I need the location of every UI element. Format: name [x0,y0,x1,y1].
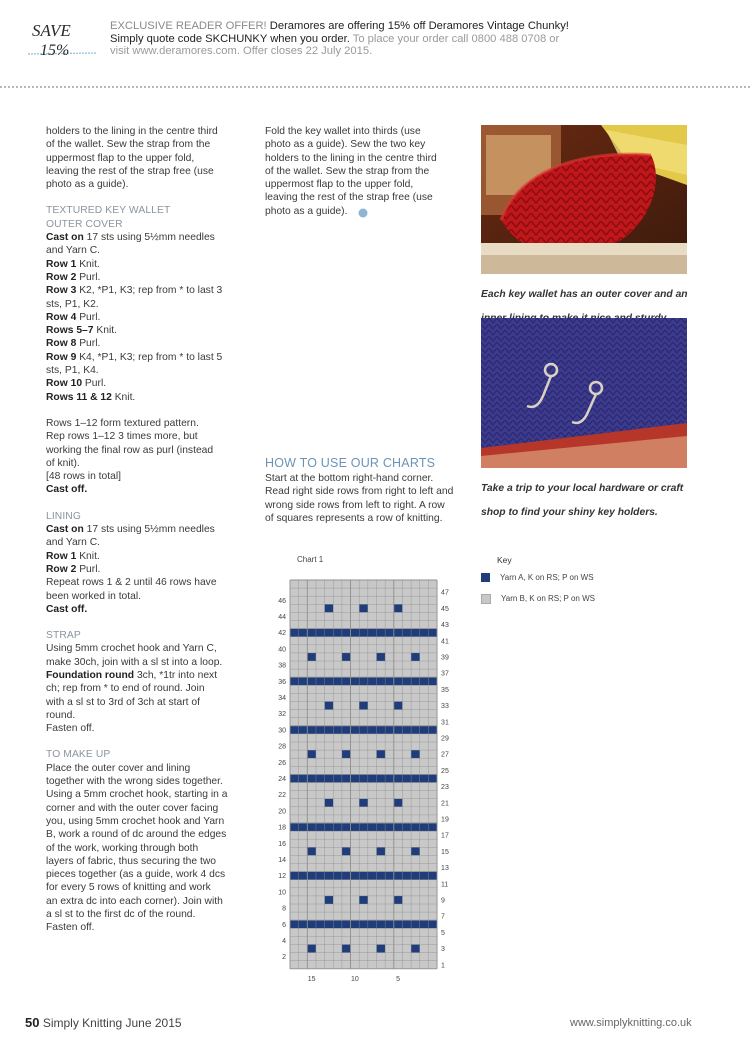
instruction-line-text: Purl. [82,378,107,390]
instruction-line-text: ch; rep from * to end of round. Join [46,683,205,695]
text-line: leaving the rest of the strap free (use [46,165,214,177]
lining-cast-off-text: Cast off. [46,603,88,615]
knitting-chart [270,575,455,990]
page-number: 50 [25,1015,40,1030]
chart-row-number-right: 7 [441,913,445,921]
instruction-line-text: and Yarn C. [46,537,100,549]
intro-text [46,125,256,191]
text-line: photo as a guide). [46,179,129,191]
text-line: of squares represents a row of knitting. [265,512,443,524]
badge-save-text: SAVE [32,21,71,40]
header-divider [0,86,750,88]
chart-row-number-right: 23 [441,784,449,792]
instruction-line [46,284,256,297]
chart-cell-yarn-a [411,847,420,855]
chart-cell-yarn-a [394,799,403,807]
chart-row-number-left: 44 [278,614,286,621]
text-line: pieces together (as a guide, work 4 dcs [46,869,226,881]
instruction-line [46,377,256,390]
instruction-line-text: K4, *P1, K3; rep from * to last 5 [76,351,223,363]
badge-percent-text: 15% [40,42,70,59]
chart-row-number-left: 2 [282,954,286,962]
chart-column-tick: 10 [350,975,359,983]
chart-row-number-left: 12 [278,873,286,881]
chart-full-row-cell [290,872,437,880]
instruction-line-text: K2, *P1, K3; rep from * to last 3 [76,285,223,297]
chart-cell-yarn-a [342,847,351,855]
instruction-line-text: Purl. [76,338,101,350]
instruction-line [46,722,256,735]
instruction-line-text: round. [46,709,76,721]
instruction-line-bold: Row 1 [46,258,77,270]
section-heading-make-up: TO MAKE UP [46,749,111,761]
chart-row-number-right: 47 [441,589,449,597]
chart-column-tick: 15 [307,975,316,983]
chart-row-number-right: 21 [441,800,449,808]
footer-publication [25,1015,182,1030]
chart-row-number-right: 15 [441,848,449,856]
chart-row-number-right: 11 [441,881,449,889]
how-to-charts-heading: HOW TO USE OUR CHARTS [265,456,436,470]
text-line: you, using 5mm crochet hook and Yarn [46,815,225,827]
chart-cell-yarn-a [411,653,420,661]
text-line: an extra dc into each corner). Join with [46,895,223,907]
offer-label: EXCLUSIVE READER OFFER! [110,20,267,32]
chart-row-number-left: 18 [278,824,286,832]
how-to-charts-text [265,472,465,525]
instruction-line-text: make 30ch, join with a sl st into a loop. [46,656,223,668]
instruction-line-text: with a sl st to 3rd of 3ch at start of [46,696,200,708]
chart-row-number-left: 38 [278,662,286,670]
swatch-yarn-a [481,573,490,582]
chart-row-number-left: 34 [278,695,286,702]
chart-cell-yarn-a [342,750,351,758]
chart-cell-yarn-a [325,702,334,710]
instruction-line-bold: Cast on [46,232,84,244]
text-line: Rep rows 1–12 3 times more, but [46,431,198,443]
text-line: of knit). [46,457,80,469]
text-line: uppermost flap to the upper fold, [265,179,414,191]
chart-row-number-right: 43 [441,622,449,630]
chart-row-number-right: 9 [441,897,445,905]
instruction-line [46,271,256,284]
chart-row-number-left: 14 [278,857,286,864]
offer-line2: Simply quote code SKCHUNKY when you order. [110,32,350,45]
make-up-instructions [46,762,256,935]
chart-row-number-right: 29 [441,735,449,743]
instruction-line [46,590,256,603]
chart-title: Chart 1 [297,555,324,564]
chart-cell-yarn-a [359,799,368,807]
chart-cell-yarn-a [325,604,334,612]
chart-row-number-left: 16 [278,840,286,848]
section-heading-strap: STRAP [46,630,81,642]
photo-caption-2 [481,472,691,529]
instruction-line-bold: Row 10 [46,378,83,390]
section-heading-outer-cover: OUTER COVER [46,218,123,230]
instruction-line-text: Knit. [111,391,136,403]
instruction-line-text: Knit. [76,550,100,562]
instruction-line [46,244,256,257]
photo-red-wallet [481,125,687,274]
instruction-line [46,337,256,350]
save-badge [22,8,102,64]
instruction-line [46,298,256,311]
chart-cell-yarn-a [307,945,316,953]
chart-cell-yarn-a [359,896,368,904]
instruction-line-text: been worked in total. [46,590,142,602]
instruction-line-text: Fasten off. [46,723,95,735]
instruction-line [46,576,256,589]
text-line: Fold the key wallet into thirds (use [265,126,421,137]
key-item-yarn-a [481,573,594,582]
instruction-line [46,258,256,271]
chart-key-title: Key [497,555,512,565]
offer-line2-post: To place your order call 0800 488 0708 or [352,32,560,45]
chart-cell-yarn-a [342,653,351,661]
chart-row-number-right: 3 [441,946,445,954]
end-marker-icon [357,207,369,219]
instruction-line [46,391,256,404]
section-heading-textured: TEXTURED KEY WALLET [46,205,171,217]
chart-cell-yarn-a [307,750,316,758]
chart-cell-yarn-a [325,799,334,807]
instruction-line-text: Knit. [76,258,100,270]
chart-cell-yarn-a [377,945,386,953]
cast-off-text: Cast off. [46,484,88,496]
instruction-line-text: 3ch, *1tr into next [134,669,218,681]
instruction-line-bold: Row 2 [46,563,77,575]
instruction-line-text: and Yarn C. [46,245,100,257]
text-line: Using a 5mm crochet hook, starting in a [46,789,228,801]
chart-row-number-left: 22 [278,792,286,800]
pattern-column-1 [46,125,256,935]
instruction-line-bold: Row 1 [46,550,77,562]
chart-row-number-right: 31 [441,719,449,727]
chart-cell-yarn-a [307,653,316,661]
chart-row-number-left: 8 [282,905,286,913]
lining-instructions [46,523,256,603]
text-line: holders to the lining in the centre third [265,152,437,164]
chart-row-number-right: 33 [441,703,449,711]
chart-row-number-right: 25 [441,767,449,775]
text-line: uppermost flap to the upper fold, [46,152,195,164]
chart-cell-yarn-a [394,702,403,710]
instruction-line-bold: Cast on [46,524,84,536]
publication-name: Simply Knitting June 2015 [42,1016,182,1030]
instruction-line [46,231,256,244]
instruction-line [46,364,256,377]
outer-cover-instructions [46,231,256,404]
text-line: layers of fabric, thus securing the two [46,855,216,867]
text-line: B, work a round of dc around the edges [46,829,227,841]
chart-full-row-cell [290,629,437,637]
instruction-line-bold: Row 2 [46,271,77,283]
text-line: Rows 1–12 form textured pattern. [46,417,199,429]
chart-cell-yarn-a [411,945,420,953]
instruction-line [46,536,256,549]
text-line: working the final row as purl (instead [46,444,214,456]
chart-row-number-left: 24 [278,776,286,783]
key-item-yarn-b [481,594,595,604]
instruction-line-text: Purl. [76,271,101,283]
chart-row-number-left: 32 [278,711,286,719]
chart-cell-yarn-a [325,896,334,904]
chart-row-number-right: 39 [441,654,449,662]
chart-row-number-right: 13 [441,865,449,873]
text-line: corner and with the outer cover facing [46,802,219,814]
instruction-line-bold: Row 3 [46,285,77,297]
section-heading-lining: LINING [46,510,81,522]
instruction-line-bold: Foundation round [46,669,135,681]
offer-line1: Deramores are offering 15% off Deramores Vintage Chunky! [269,20,569,32]
instruction-line [46,550,256,563]
instruction-line [46,656,256,669]
chart-row-number-left: 30 [278,727,286,735]
chart-full-row-cell [290,677,437,685]
footer-website: www.simplyknitting.co.uk [570,1017,692,1029]
text-line: of the work, working through both [46,842,199,854]
chart-cell-yarn-a [342,945,351,953]
chart-full-row-cell [290,920,437,928]
chart-full-row-cell [290,774,437,782]
strap-instructions [46,642,256,735]
caption-line: shop to find your shiny key holders. [481,506,658,518]
text-line: holders to the lining in the centre third [46,126,218,137]
text-line: leaving the rest of the strap free (use [265,192,433,204]
key-label-yarn-a: Yarn A, K on RS; P on WS [500,573,594,582]
chart-column-tick: 5 [396,975,401,983]
text-line: Place the outer cover and lining [46,762,191,774]
text-line: Read right side rows from right to left and [265,486,454,498]
chart-row-number-left: 4 [282,938,286,945]
chart-cell-yarn-a [377,653,386,661]
chart-row-number-left: 6 [282,921,286,929]
chart-cell-yarn-a [411,750,420,758]
chart-row-number-right: 45 [441,605,449,613]
offer-line3: visit www.deramores.com. Offer closes 22 July 2015. [110,45,373,57]
instruction-line-text: Using 5mm crochet hook and Yarn C, [46,643,217,655]
chart-row-number-left: 10 [278,889,286,897]
chart-full-row-cell [290,823,437,831]
caption-line: Each key wallet has an outer cover and an [481,289,688,301]
chart-row-number-right: 35 [441,686,449,694]
instruction-line-bold: Rows 5–7 [46,325,94,337]
instruction-line [46,351,256,364]
chart-row-number-left: 36 [278,678,286,686]
text-line: for every 5 rows of knitting and work [46,882,211,894]
instruction-line-text: Knit. [93,325,117,337]
instruction-line-bold: Row 8 [46,338,77,350]
chart-full-row-cell [290,726,437,734]
chart-cell-yarn-a [359,702,368,710]
text-line: Start at the bottom right-hand corner. [265,473,434,484]
chart-cell-yarn-a [394,896,403,904]
instruction-line [46,682,256,695]
chart-cell-yarn-a [307,847,316,855]
instruction-line [46,324,256,337]
chart-row-number-right: 5 [441,929,445,937]
instruction-line-text: sts, P1, K2. [46,298,99,310]
chart-row-number-right: 19 [441,816,449,824]
swatch-yarn-b [481,594,491,604]
instruction-line [46,311,256,324]
instruction-line-text: 17 sts using 5½mm needles [83,232,215,244]
reader-offer-banner [110,20,710,58]
chart-row-number-right: 27 [441,751,449,759]
text-line: a sl st to the first dc of the round. [46,909,196,921]
chart-row-number-right: 17 [441,832,449,840]
instruction-line-text: sts, P1, K4. [46,365,99,377]
text-line: wrong side rows from left to right. A row [265,499,445,511]
chart-cell-yarn-a [394,604,403,612]
instruction-line [46,523,256,536]
instruction-line-text: Purl. [76,563,101,575]
text-line: of the wallet. Sew the strap from the [46,139,211,151]
chart-row-number-left: 28 [278,743,286,751]
chart-cell-yarn-a [359,604,368,612]
text-line: photo as a guide). [265,205,348,217]
instruction-line-bold: Row 9 [46,351,77,363]
caption-line: Take a trip to your local hardware or craft [481,483,684,495]
chart-row-number-left: 20 [278,808,286,816]
chart-row-number-left: 40 [278,646,286,654]
instruction-line-bold: Row 4 [46,311,77,323]
text-line: together with the wrong sides together. [46,776,223,788]
instruction-line [46,696,256,709]
key-label-yarn-b: Yarn B, K on RS; P on WS [501,594,595,604]
chart-row-number-right: 41 [441,638,449,646]
chart-row-number-right: 1 [441,962,445,970]
chart-cell-yarn-a [377,847,386,855]
instruction-line-text: 17 sts using 5½mm needles [83,524,215,536]
instruction-line-text: Repeat rows 1 & 2 until 46 rows have [46,577,217,589]
text-line: of the wallet. Sew the strap from the [265,165,430,177]
text-line: photo as a guide). Sew the two key [265,139,426,151]
photo-key-clasps [481,318,687,468]
chart-row-number-left: 46 [278,597,286,605]
instruction-line [46,669,256,682]
pattern-notes [46,417,256,483]
fold-instructions [265,125,470,218]
chart-row-number-left: 26 [278,759,286,767]
text-line: Fasten off. [46,922,95,934]
chart-cell-yarn-a [377,750,386,758]
instruction-line-bold: Rows 11 & 12 [46,391,112,403]
instruction-line [46,563,256,576]
text-line: [48 rows in total] [46,471,121,483]
chart-row-number-left: 42 [278,630,286,638]
instruction-line [46,642,256,655]
instruction-line-text: Purl. [76,311,101,323]
chart-row-number-right: 37 [441,670,449,678]
instruction-line [46,709,256,722]
